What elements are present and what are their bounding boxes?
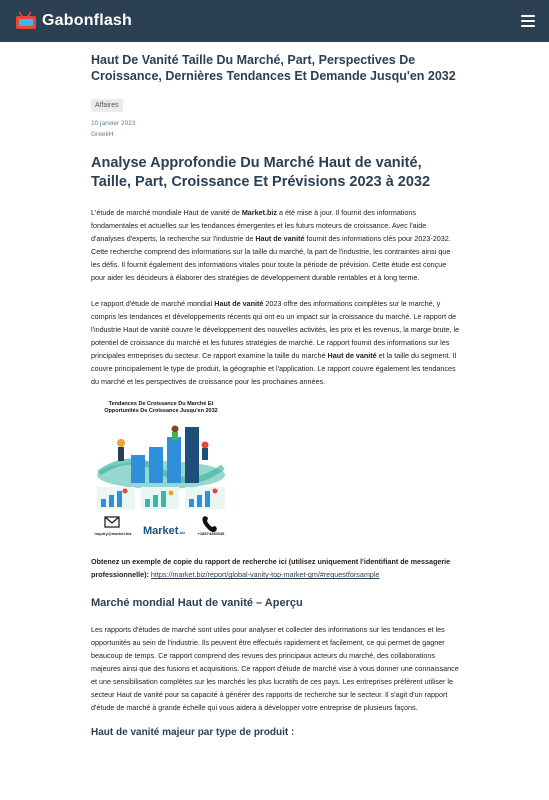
contact-phone: +18574450045 (197, 531, 225, 536)
brand-logo: Market.biz (143, 525, 186, 537)
growth-illustration (91, 401, 231, 541)
market-growth-infographic (91, 401, 231, 541)
post-title: Haut De Vanité Taille Du Marché, Part, Perspectives De Croissance, Dernières Tendances Et Demande Jusqu'en 2032 (91, 53, 456, 83)
intro-paragraph: L'étude de marché mondiale Haut de vanité de Market.biz a été mise à jour. Il fournit des informations fondamentales et actuelles sur les tendances émergentes et les futurs moteurs de croissance. Avec l'aide d'analyses d'experts, la recherche sur l'industrie de Haut de vanité fournit des informations clés pour 2023-2032. Cette recherche comprend des informations sur la taille du marché, la part de l'industrie, les contraintes ainsi que les défis. Il fournit également des informations vitales pour toute la période de prévision. Cette étude est conçue pour aider les décideurs à élaborer des stratégies de développement durable rentables et à long terme. (91, 208, 451, 282)
tv-logo-icon (14, 11, 40, 31)
article-heading: Analyse Approfondie Du Marché Haut de vanité, Taille, Part, Croissance Et Prévisions 2023 à 2032 (91, 155, 431, 190)
category-badge[interactable]: Affaires (91, 99, 123, 112)
article-container (91, 52, 461, 738)
top-navbar (0, 0, 549, 42)
site-logo[interactable] (14, 11, 132, 31)
infographic-title: Tendances De Croissance Du Marché Et Opportunités De Croissance Jusqu'en 2032 (104, 401, 218, 414)
overview-heading: Marché mondial Haut de vanité – Aperçu (91, 597, 303, 609)
contact-email: inquiry@market.biz (94, 531, 132, 536)
sample-request-link[interactable]: https://market.biz/report/global-vanity-top-market-gm/#requestforsample (150, 570, 380, 579)
sample-request: Obtenez un exemple de copie du rapport de recherche ici (utilisez uniquement l'identifiant de messagerie professionnelle): https://market.biz/report/global-vanity-top-market-gm/#requestforsample (91, 557, 451, 579)
post-author[interactable]: GreekH (91, 131, 114, 138)
logo-text: Gabonflash (42, 12, 133, 29)
product-type-heading: Haut de vanité majeur par type de produit : (91, 727, 295, 738)
hamburger-menu-icon[interactable] (521, 15, 535, 27)
overview-paragraph: Les rapports d'études de marché sont utiles pour analyser et collecter des informations sur les tendances et les opportunités au sein de l'industrie. Ils peuvent être effectués rapidement et facilement, ce qui permet de gagner beaucoup de temps. Ce rapport comprend des revues des principaux acteurs du marché, des collaborations majeures ainsi que des fusions et acquisitions. Ce rapport d'étude de marché vise à vous donner une connaissance et une sensibilisation complètes sur les marchés les plus lucratifs de ces pays. Les entreprises préfèrent utiliser le secteur Haut de vanité pour sa capacité à générer des rapports de recherche sur le secteur. Il s'agit d'un rapport d'étude de marché à grande échelle qui vous aidera à développer votre entreprise de plusieurs façons. (91, 625, 459, 712)
post-date: 10 janvier 2023 (91, 120, 136, 127)
report-paragraph: Le rapport d'étude de marché mondial Haut de vanité 2023 offre des informations complètes sur le marché, y compris les tendances et développements récents qui ont eu un impact sur la croissance du marché. Le rapport de l'industrie Haut de vanité couvre le développement des nouvelles activités, les prix et les revenus, la marge brute, le potentiel de croissance du marché et les futures stratégies de marché. Le rapport fournit des informations sur les principales entreprises du secteur. Ce rapport examine la taille du marché Haut de vanité et la taille du segment. Il couvre principalement le type de produit, la géographie et l'application. Le rapport couvre également les tendances du marché et les perspectives de croissance pour les prochaines années. (91, 299, 460, 386)
